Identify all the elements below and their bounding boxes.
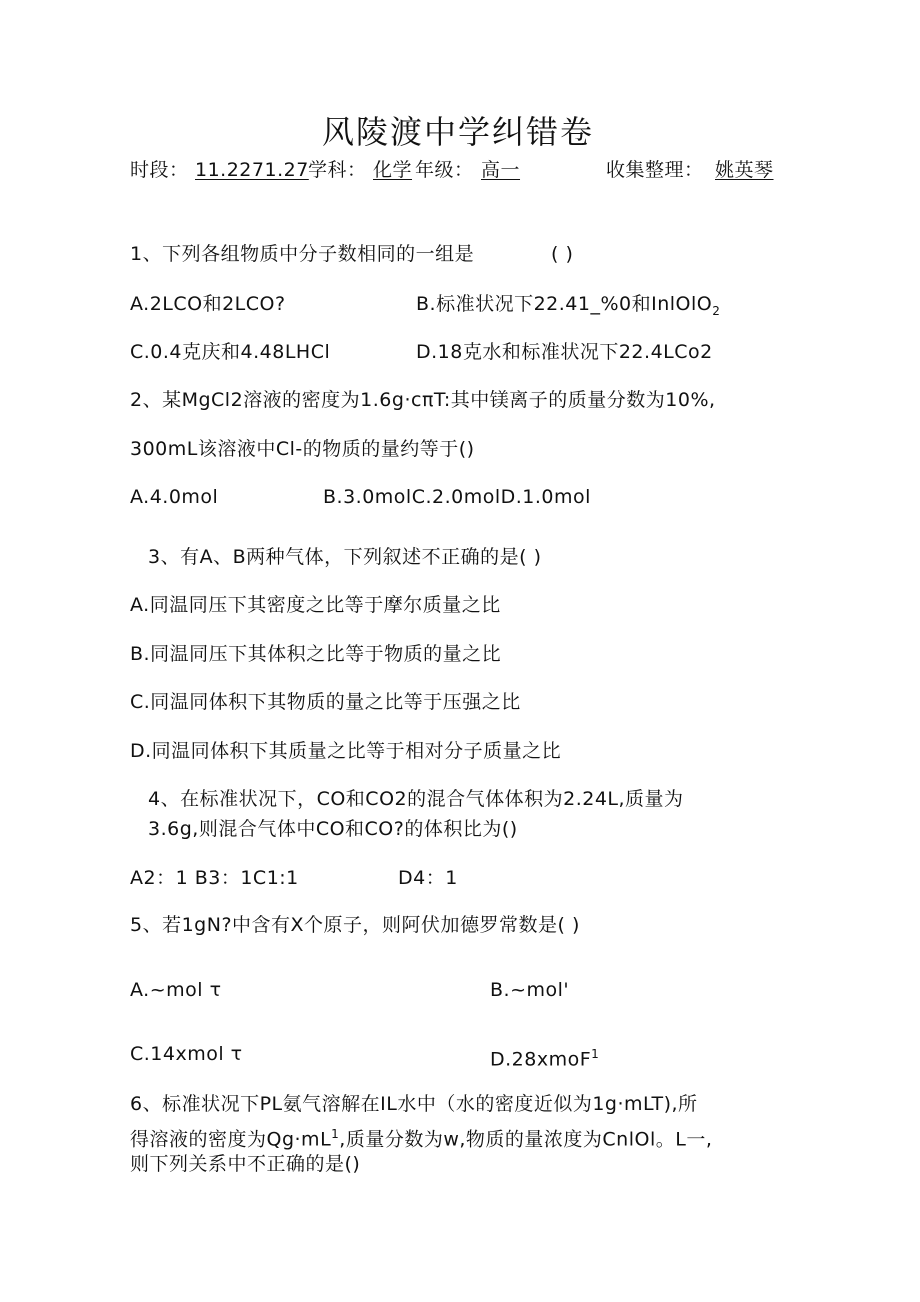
option-a: A.4.0mol <box>130 486 219 508</box>
option-d: D.18克水和标准状况下22.4LCo2 <box>416 341 713 363</box>
options-bcd: B.3.0molC.2.0molD.1.0mol <box>323 486 591 508</box>
page-title: 风陵渡中学纠错卷 <box>322 113 595 151</box>
subject-label: 学科： <box>308 159 367 181</box>
question-stem-line-3: 则下列关系中不正确的是() <box>130 1153 361 1175</box>
question-stem-line-2: 得溶液的密度为$Qg\cdot mL^1$,质量分数为w,物质的量浓度为CnlOl。L一, <box>130 1127 713 1151</box>
compiler-label: 收集整理： <box>606 159 704 181</box>
question-stem-line-2: 300mL该溶液中Cl-的物质的量约等于() <box>130 438 475 460</box>
option-b: B.~mol' <box>490 979 570 1001</box>
subject-value: 化学 <box>373 159 413 181</box>
option-a: A.2LCO和2LCO? <box>130 293 286 315</box>
option-d: D.28xmoF$^1$ <box>490 1047 600 1071</box>
question-stem: 1、下列各组物质中分子数相同的一组是 <box>130 243 475 265</box>
question-stem-line-1: 2、某MgCl2溶液的密度为1.6g·cπT:其中镁离子的质量分数为10%, <box>130 389 716 411</box>
grade-label: 年级： <box>415 159 474 181</box>
question-stem: 5、若1gN?中含有X个原子，则阿伏加德罗常数是( ) <box>130 914 580 936</box>
option-c: C.同温同体积下其物质的量之比等于压强之比 <box>130 691 521 713</box>
option-c: C.0.4克庆和4.48LHCl <box>130 341 331 363</box>
question-stem-line-2: 3.6g,则混合气体中CO和CO?的体积比为() <box>148 818 518 840</box>
options-abc: A2：1 B3：1C1:1 <box>130 867 299 889</box>
option-c: C.14xmol τ <box>130 1043 243 1065</box>
grade-value: 高一 <box>481 159 521 181</box>
question-stem-line-1: 6、标准状况下PL氨气溶解在IL水中（水的密度近似为1g·mLT),所 <box>130 1093 698 1115</box>
option-d: D.同温同体积下其质量之比等于相对分子质量之比 <box>130 740 562 762</box>
option-a: A.同温同压下其密度之比等于摩尔质量之比 <box>130 594 501 616</box>
option-b: B.标准状况下22.41_%0和InlOlO$_2$ <box>416 293 721 318</box>
period-value: 11.2271.27 <box>195 159 309 181</box>
option-a: A.~mol τ <box>130 979 222 1001</box>
option-b: B.同温同压下其体积之比等于物质的量之比 <box>130 643 502 665</box>
question-stem-line-1: 4、在标准状况下，CO和CO2的混合气体体积为2.24L,质量为 <box>148 788 684 810</box>
answer-blank: ( ) <box>551 243 574 265</box>
compiler-value: 姚英琴 <box>715 159 774 181</box>
question-stem: 3、有A、B两种气体，下列叙述不正确的是( ) <box>148 546 542 568</box>
period-label: 时段： <box>130 159 189 181</box>
option-d: D4：1 <box>398 867 458 889</box>
